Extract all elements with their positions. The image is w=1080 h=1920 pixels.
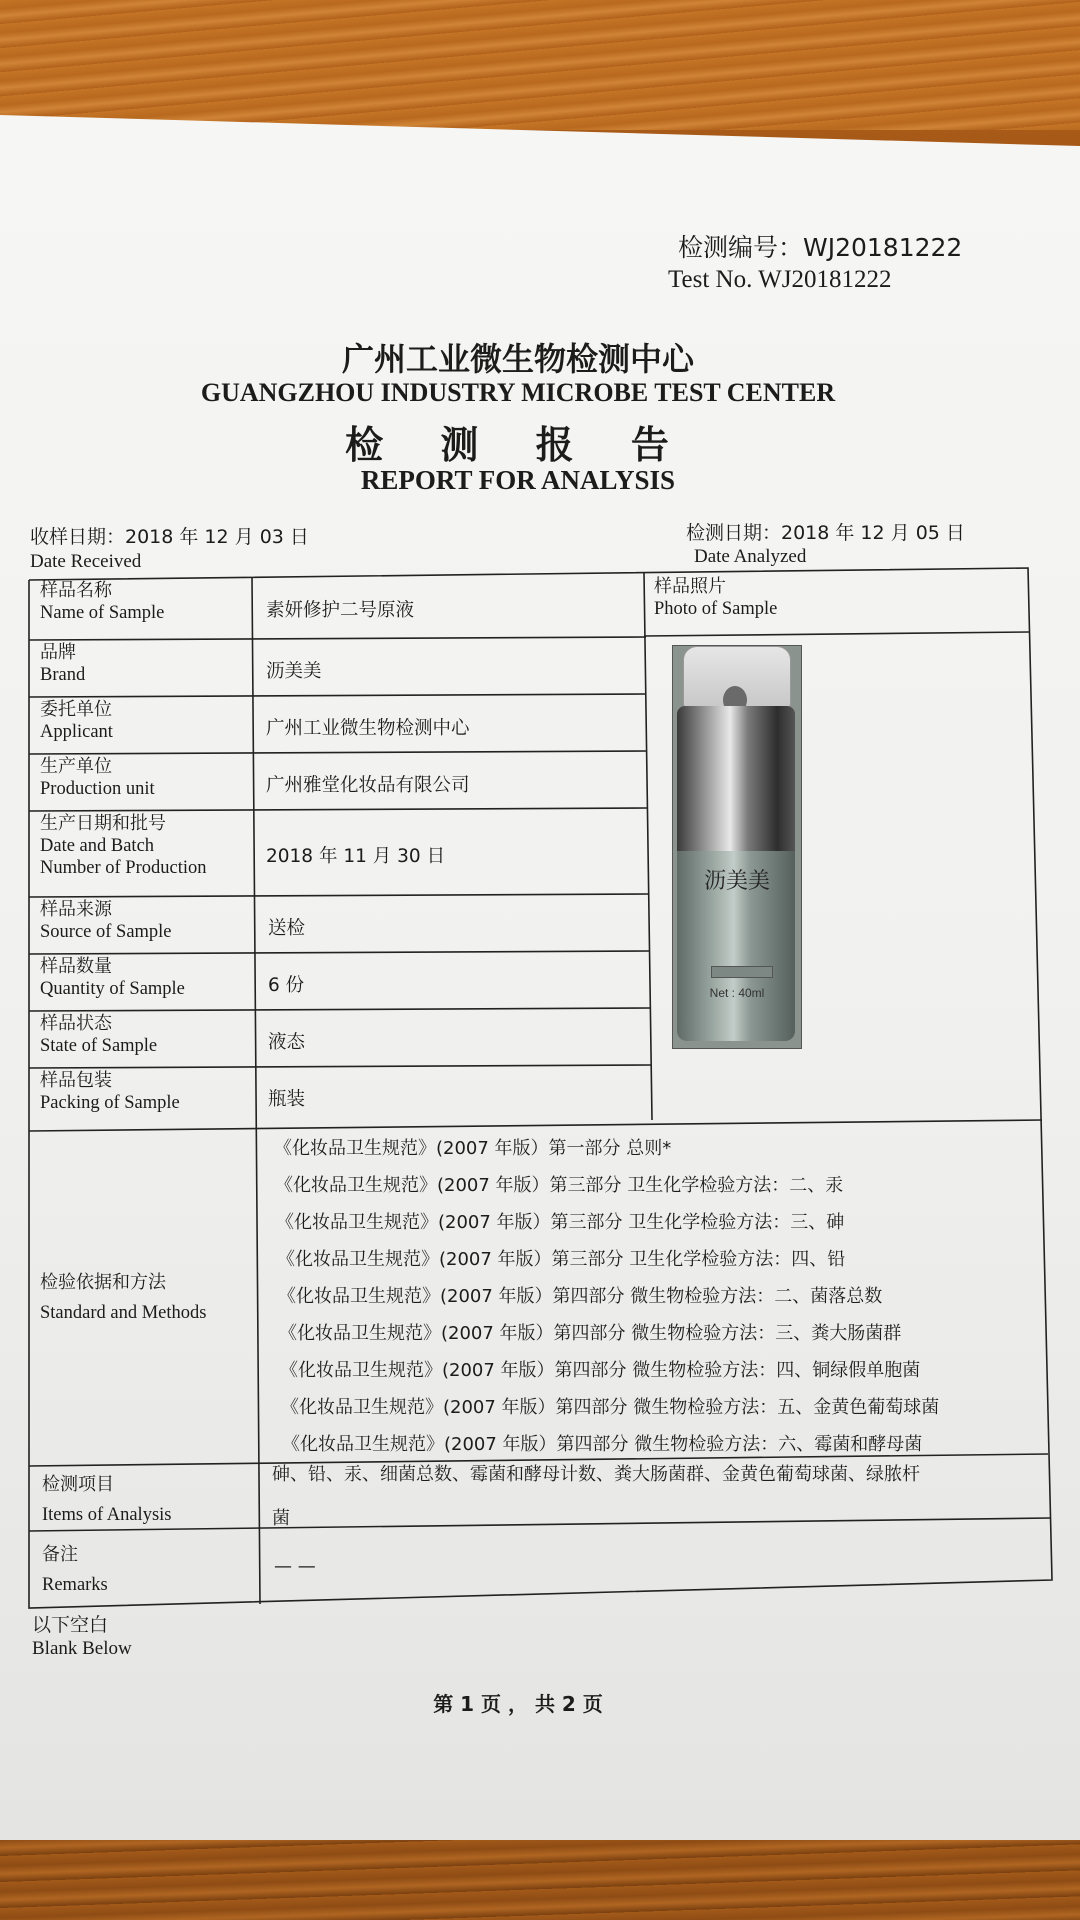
- row-sample-name-label: 样品名称 Name of Sample: [40, 580, 165, 623]
- standards-label: 检验依据和方法 Standard and Methods: [40, 1272, 207, 1323]
- items-value-line-2: 菌: [272, 1508, 290, 1529]
- row-production-unit-value: 广州雅堂化妆品有限公司: [266, 775, 470, 796]
- row-production-date-label: 生产日期和批号 Date and Batch Number of Production: [40, 813, 207, 878]
- row-brand-label: 品牌 Brand: [40, 642, 86, 685]
- row-state-value: 液态: [268, 1032, 306, 1053]
- test-number-en: Test No. WJ20181222: [668, 266, 892, 293]
- items-label: 检测项目 Items of Analysis: [42, 1474, 172, 1525]
- report-title-zh: 检 测 报 告: [345, 423, 691, 467]
- row-packing-value: 瓶装: [268, 1089, 306, 1110]
- standards-line-8: 《化妆品卫生规范》(2007 年版）第四部分 微生物检验方法：五、金黄色葡萄球菌: [281, 1397, 940, 1418]
- row-quantity-value: 6 份: [268, 975, 305, 996]
- row-source-value: 送检: [268, 918, 306, 939]
- row-applicant-label: 委托单位 Applicant: [40, 699, 113, 742]
- page-number: 第 1 页 ， 共 2 页: [433, 1692, 603, 1716]
- center-name-zh: 广州工业微生物检测中心: [341, 340, 694, 378]
- standards-line-6: 《化妆品卫生规范》(2007 年版）第四部分 微生物检验方法：三、粪大肠菌群: [279, 1323, 902, 1344]
- standards-line-9: 《化妆品卫生规范》(2007 年版）第四部分 微生物检验方法：六、霉菌和酵母菌: [282, 1434, 923, 1455]
- standards-line-4: 《化妆品卫生规范》(2007 年版）第三部分 卫生化学检验方法：四、铅: [277, 1249, 846, 1270]
- blank-below-zh: 以下空白: [32, 1614, 109, 1636]
- date-received-zh: 收样日期：2018 年 12 月 03 日: [30, 526, 309, 548]
- standards-line-2: 《化妆品卫生规范》(2007 年版）第三部分 卫生化学检验方法：二、汞: [275, 1175, 844, 1196]
- report-title-en: REPORT FOR ANALYSIS: [360, 465, 676, 495]
- sample-photo: [672, 645, 802, 1049]
- center-name-en: GUANGZHOU INDUSTRY MICROBE TEST CENTER: [200, 378, 836, 407]
- standards-line-7: 《化妆品卫生规范》(2007 年版）第四部分 微生物检验方法：四、铜绿假单胞菌: [280, 1360, 921, 1381]
- blank-below-en: Blank Below: [32, 1638, 132, 1659]
- bottle-brand-text: 沥美美: [703, 869, 770, 894]
- row-source-label: 样品来源 Source of Sample: [40, 899, 172, 942]
- row-quantity-label: 样品数量 Quantity of Sample: [40, 956, 185, 999]
- items-value-line-1: 砷、铅、汞、细菌总数、霉菌和酵母计数、粪大肠菌群、金黄色葡萄球菌、绿脓杆: [272, 1464, 920, 1485]
- bottle-small-label: [711, 966, 773, 978]
- row-applicant-value: 广州工业微生物检测中心: [266, 718, 470, 739]
- row-sample-name-value: 素妍修护二号原液: [266, 600, 415, 621]
- remarks-label: 备注 Remarks: [42, 1544, 108, 1595]
- standards-line-5: 《化妆品卫生规范》(2007 年版）第四部分 微生物检验方法：二、菌落总数: [278, 1286, 883, 1307]
- standards-line-1: 《化妆品卫生规范》(2007 年版）第一部分 总则*: [274, 1138, 672, 1159]
- date-analyzed-zh: 检测日期：2018 年 12 月 05 日: [686, 522, 965, 544]
- test-number-zh: 检测编号：WJ20181222: [678, 233, 963, 262]
- date-analyzed-en: Date Analyzed: [694, 546, 807, 567]
- date-received-en: Date Received: [30, 551, 142, 572]
- row-production-date-value: 2018 年 11 月 30 日: [266, 846, 446, 867]
- photo-header-label: 样品照片 Photo of Sample: [654, 576, 778, 619]
- bottle-net-text: Net : 40ml: [709, 986, 765, 1000]
- remarks-value: — —: [274, 1556, 316, 1577]
- row-packing-label: 样品包装 Packing of Sample: [40, 1070, 180, 1113]
- bottle-collar: [677, 706, 795, 856]
- row-brand-value: 沥美美: [266, 661, 322, 682]
- row-production-unit-label: 生产单位 Production unit: [40, 756, 155, 799]
- row-state-label: 样品状态 State of Sample: [40, 1013, 158, 1056]
- standards-line-3: 《化妆品卫生规范》(2007 年版）第三部分 卫生化学检验方法：三、砷: [276, 1212, 845, 1233]
